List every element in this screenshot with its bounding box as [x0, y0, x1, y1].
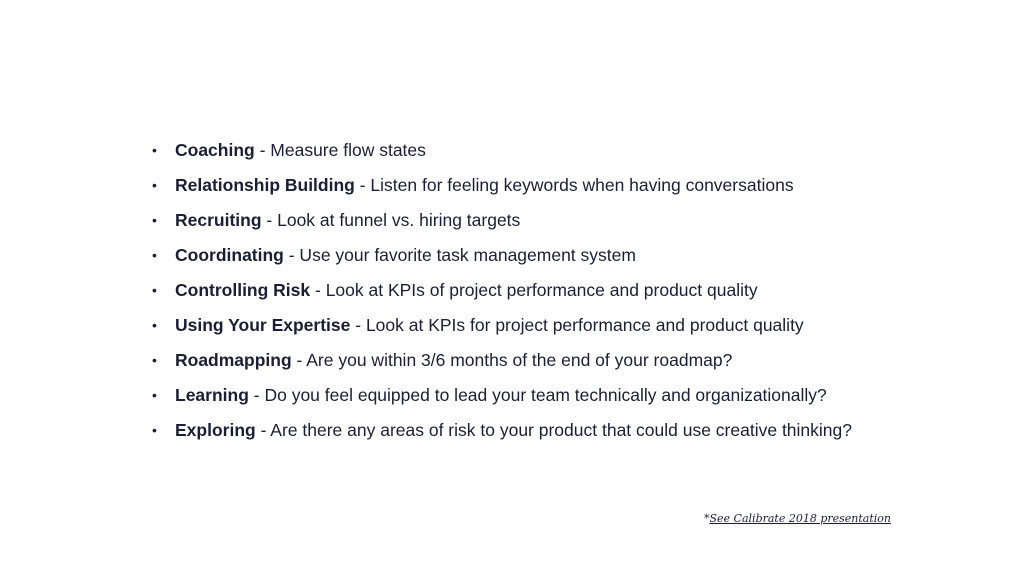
item-term: Coordinating [175, 245, 284, 265]
item-term: Learning [175, 385, 249, 405]
list-item-relationship-building [150, 171, 852, 206]
bullet-icon: • [152, 352, 157, 368]
bullet-list [150, 136, 852, 451]
item-description: - Look at KPIs of project performance and product quality [310, 280, 758, 300]
list-item-coordinating [150, 241, 852, 276]
item-description: - Are there any areas of risk to your product that could use creative thinking? [255, 420, 852, 440]
list-item-coaching [150, 136, 852, 171]
footnote-prefix: * [704, 512, 710, 525]
item-description: - Look at KPIs for project performance and product quality [350, 315, 804, 335]
item-description: - Look at funnel vs. hiring targets [261, 210, 521, 230]
list-item-roadmapping [150, 346, 852, 381]
item-term: Recruiting [175, 210, 262, 230]
item-term: Using Your Expertise [175, 315, 351, 335]
item-description: - Do you feel equipped to lead your team technically and organizationally? [248, 385, 827, 405]
item-term: Roadmapping [175, 350, 292, 370]
list-item-recruiting [150, 206, 852, 241]
list-item-controlling-risk [150, 276, 852, 311]
bullet-icon: • [152, 247, 157, 263]
bullet-icon: • [152, 317, 157, 333]
item-term: Controlling Risk [175, 280, 311, 300]
bullet-icon: • [152, 212, 157, 228]
item-term: Relationship Building [175, 175, 355, 195]
item-description: - Measure flow states [254, 140, 426, 160]
list-item-learning [150, 381, 852, 416]
footnote-link[interactable]: See Calibrate 2018 presentation [709, 512, 892, 525]
bullet-icon: • [152, 387, 157, 403]
bullet-icon: • [152, 282, 157, 298]
list-item-exploring [150, 416, 852, 451]
bullet-icon: • [152, 142, 157, 158]
item-description: - Listen for feeling keywords when having conversations [354, 175, 794, 195]
item-description: - Are you within 3/6 months of the end of your roadmap? [291, 350, 733, 370]
bullet-icon: • [152, 422, 157, 438]
item-term: Exploring [175, 420, 256, 440]
footnote [704, 512, 891, 525]
bullet-icon: • [152, 177, 157, 193]
list-item-using-your-expertise [150, 311, 852, 346]
item-term: Coaching [175, 140, 255, 160]
item-description: - Use your favorite task management system [283, 245, 636, 265]
